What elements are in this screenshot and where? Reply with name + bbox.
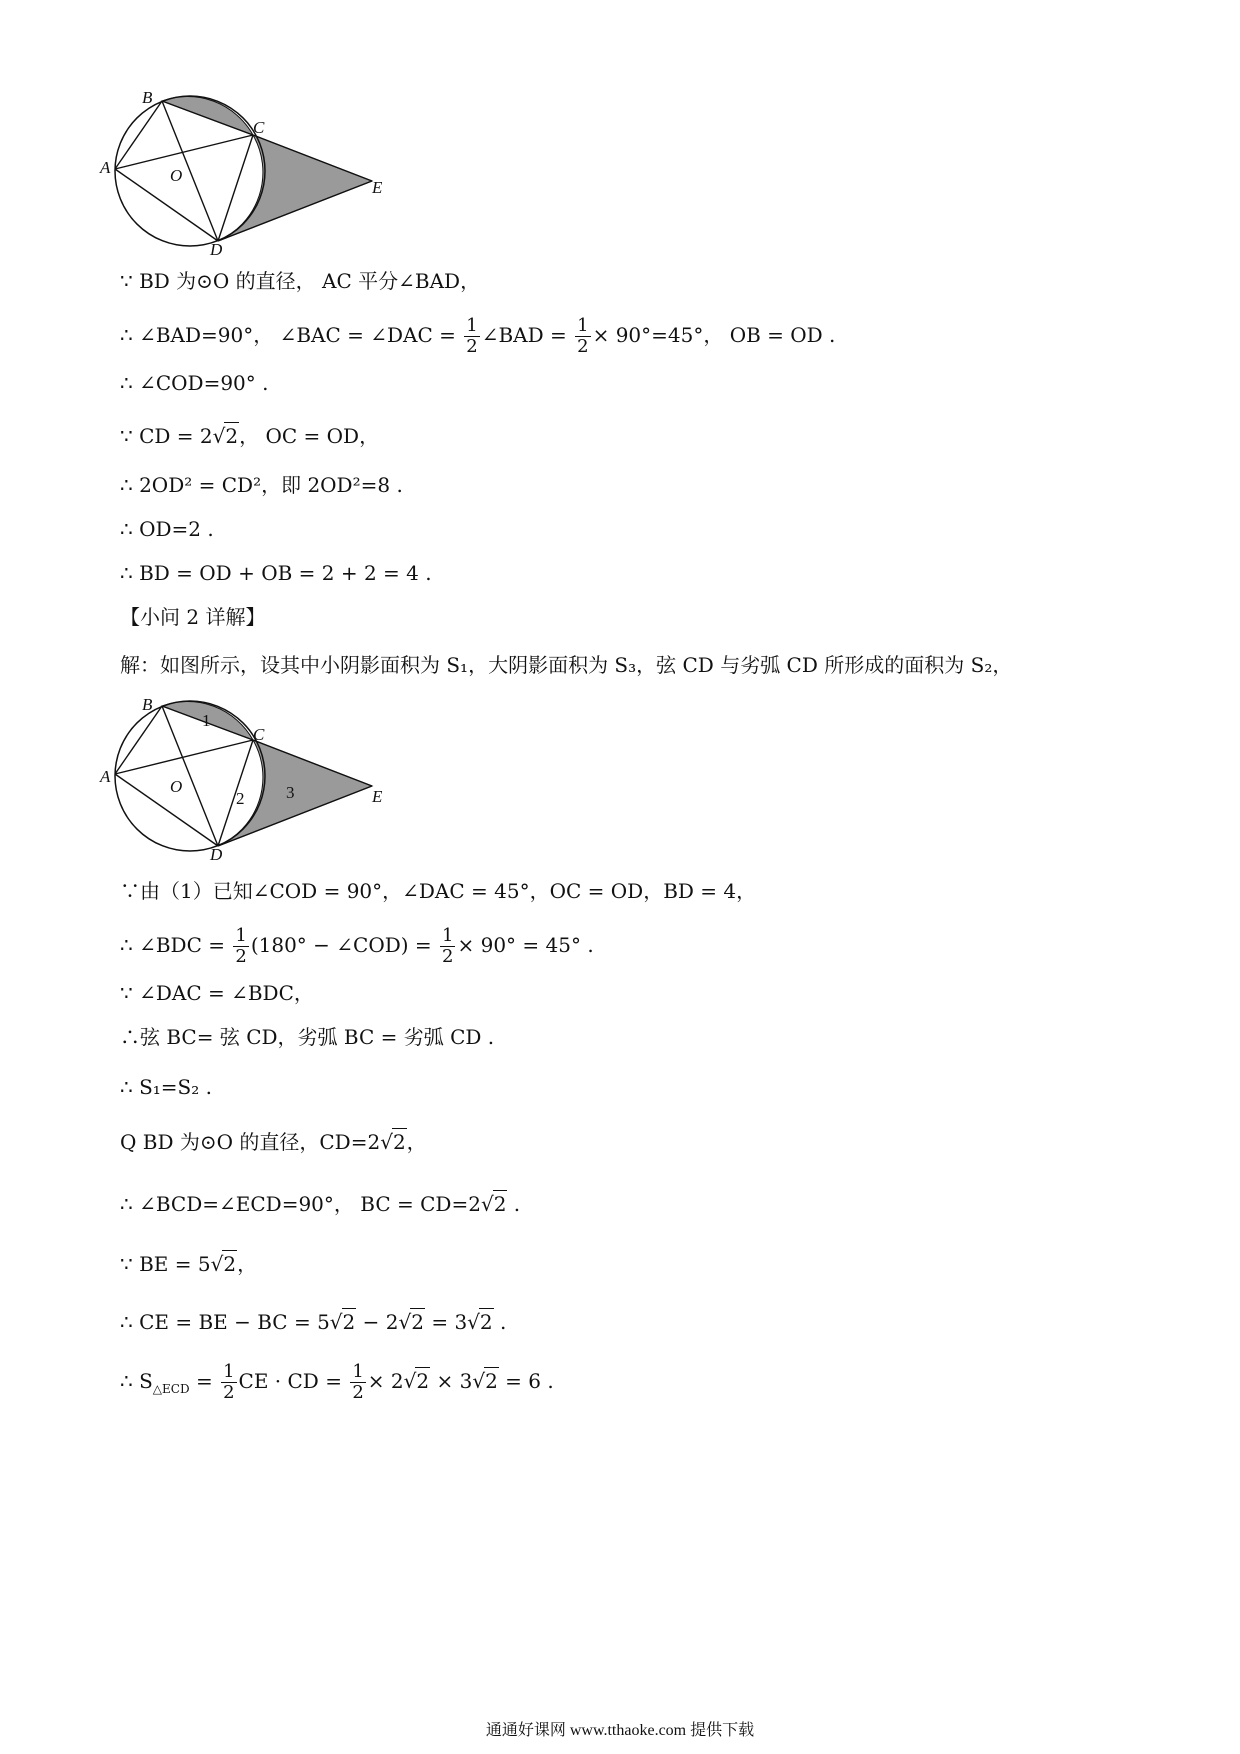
label-a: A bbox=[100, 767, 111, 786]
label-b: B bbox=[142, 88, 153, 107]
fraction-num: 1 bbox=[466, 315, 478, 336]
region-label-3: 3 bbox=[286, 783, 295, 802]
region-label-1: 1 bbox=[202, 711, 211, 730]
label-e: E bbox=[372, 178, 383, 197]
line-18-part-d: × 2 bbox=[367, 1369, 404, 1393]
text-line-8: 解：如图所示，设其中小阴影面积为 S₁，大阴影面积为 S₃，弦 CD 与劣弧 CD 所形成的面积为 S₂， bbox=[120, 653, 1013, 677]
line-18-subscript: △ECD bbox=[152, 1382, 190, 1396]
label-d: D bbox=[210, 845, 223, 864]
line-18-part-a: ∴ S bbox=[120, 1369, 153, 1393]
label-o: O bbox=[170, 166, 183, 185]
fraction-den: 2 bbox=[442, 946, 454, 967]
line-14-part-a: Q BD 为⊙O 的直径，CD=2 bbox=[120, 1130, 381, 1154]
sqrt-radicand: 2 bbox=[411, 1310, 424, 1334]
label-b: B bbox=[142, 695, 153, 714]
text-line-17: ∴ CE = BE − BC = 5√2 − 2√2 = 3√2 . bbox=[120, 1310, 507, 1334]
label-c: C bbox=[253, 725, 265, 744]
line-16-part-a: ∵ BE = 5 bbox=[120, 1252, 211, 1276]
fraction-num: 1 bbox=[352, 1361, 364, 1382]
line-14-comma: ， bbox=[406, 1130, 427, 1154]
fraction-half bbox=[233, 926, 248, 967]
sqrt-radicand: 2 bbox=[225, 424, 239, 448]
line-15-period: . bbox=[507, 1192, 521, 1216]
line-2-part-a: ∴ ∠BAD=90°， ∠BAC = ∠DAC = bbox=[120, 323, 463, 347]
text-line-7: ∴ BD = OD + OB = 2 + 2 = 4 . bbox=[120, 561, 432, 585]
fraction-den: 2 bbox=[577, 336, 589, 357]
fraction-num: 1 bbox=[235, 925, 247, 946]
section-heading: 【小问 2 详解】 bbox=[120, 605, 266, 629]
text-line-5: ∴ 2OD² = CD²，即 2OD²=8 . bbox=[120, 473, 403, 497]
sqrt-radicand: 2 bbox=[416, 1369, 430, 1393]
label-a: A bbox=[100, 158, 111, 177]
text-line-1: ∵ BD 为⊙O 的直径， AC 平分∠BAD， bbox=[120, 269, 481, 293]
text-line-6: ∴ OD=2 . bbox=[120, 517, 214, 541]
line-4-part-b: ， OC = OD， bbox=[239, 424, 380, 448]
text-line-9: ∵由（1）已知∠COD = 90°，∠DAC = 45°，OC = OD，BD = 4， bbox=[120, 879, 757, 903]
region-label-2: 2 bbox=[236, 789, 245, 808]
fraction-den: 2 bbox=[223, 1382, 235, 1403]
fraction-den: 2 bbox=[235, 946, 247, 967]
fraction-half bbox=[575, 316, 590, 357]
sqrt-radicand: 2 bbox=[485, 1369, 498, 1393]
label-d: D bbox=[210, 240, 223, 259]
fraction-num: 1 bbox=[442, 925, 454, 946]
geometry-figure-2 bbox=[100, 695, 430, 870]
line-17-part-c: = 3 bbox=[424, 1310, 468, 1334]
line-18-part-c: CE · CD = bbox=[238, 1369, 349, 1393]
line-18-part-f: = 6 . bbox=[498, 1369, 554, 1393]
fraction-num: 1 bbox=[577, 315, 589, 336]
line-17-part-a: ∴ CE = BE − BC = 5 bbox=[120, 1310, 330, 1334]
line-2-part-b: ∠BAD = bbox=[481, 323, 574, 347]
text-line-4: ∵ CD = 2√2， OC = OD， bbox=[120, 424, 380, 448]
line-17-part-b: − 2 bbox=[356, 1310, 399, 1334]
fraction-den: 2 bbox=[352, 1382, 364, 1403]
text-line-10 bbox=[120, 926, 594, 967]
fraction-half bbox=[440, 926, 455, 967]
geometry-figure-1 bbox=[100, 88, 430, 265]
line-4-part-a: ∵ CD = 2 bbox=[120, 424, 213, 448]
line-16-comma: ， bbox=[237, 1252, 258, 1276]
label-e: E bbox=[372, 787, 383, 806]
text-line-15: ∴ ∠BCD=∠ECD=90°， BC = CD=2√2 . bbox=[120, 1192, 521, 1216]
text-line-18: ∴ $S_{\triangle ECD}$ = $\frac{1}{2}$ CE · CD = $\frac{1}{2}$ × 2√2 × 3√2 = 6 . bbox=[120, 1361, 554, 1403]
sqrt-radicand: 2 bbox=[342, 1310, 356, 1334]
fraction-den: 2 bbox=[466, 336, 478, 357]
text-line-2 bbox=[120, 316, 835, 357]
text-line-12: ∴弦 BC= 弦 CD，劣弧 BC = 劣弧 CD . bbox=[120, 1025, 495, 1049]
line-18-part-b: = bbox=[189, 1369, 220, 1393]
text-line-11: ∵ ∠DAC = ∠BDC， bbox=[120, 981, 314, 1005]
line-17-period: . bbox=[493, 1310, 507, 1334]
line-18-part-e: × 3 bbox=[430, 1369, 473, 1393]
line-15-part-a: ∴ ∠BCD=∠ECD=90°， BC = CD=2 bbox=[120, 1192, 481, 1216]
fraction-half bbox=[350, 1362, 365, 1403]
label-c: C bbox=[253, 118, 265, 137]
text-line-16: ∵ BE = 5√2， bbox=[120, 1252, 258, 1276]
sqrt-radicand: 2 bbox=[479, 1310, 493, 1334]
line-10-part-b: (180° − ∠COD) = bbox=[250, 933, 439, 957]
line-2-part-c: × 90°=45°， OB = OD . bbox=[592, 323, 836, 347]
text-line-13: ∴ S₁=S₂ . bbox=[120, 1075, 212, 1099]
fraction-num: 1 bbox=[223, 1361, 235, 1382]
label-o: O bbox=[170, 777, 183, 796]
text-line-14: Q BD 为⊙O 的直径，CD=2√2， bbox=[120, 1130, 427, 1154]
line-10-part-a: ∴ ∠BDC = bbox=[120, 933, 232, 957]
text-line-3: ∴ ∠COD=90° . bbox=[120, 371, 269, 395]
fraction-half bbox=[221, 1362, 236, 1403]
line-10-part-c: × 90° = 45° . bbox=[457, 933, 594, 957]
sqrt-radicand: 2 bbox=[392, 1130, 406, 1154]
fraction-half bbox=[464, 316, 479, 357]
sqrt-radicand: 2 bbox=[493, 1192, 507, 1216]
page-footer: 通通好课网 www.tthaoke.com 提供下载 bbox=[485, 1722, 755, 1739]
sqrt-radicand: 2 bbox=[223, 1252, 237, 1276]
